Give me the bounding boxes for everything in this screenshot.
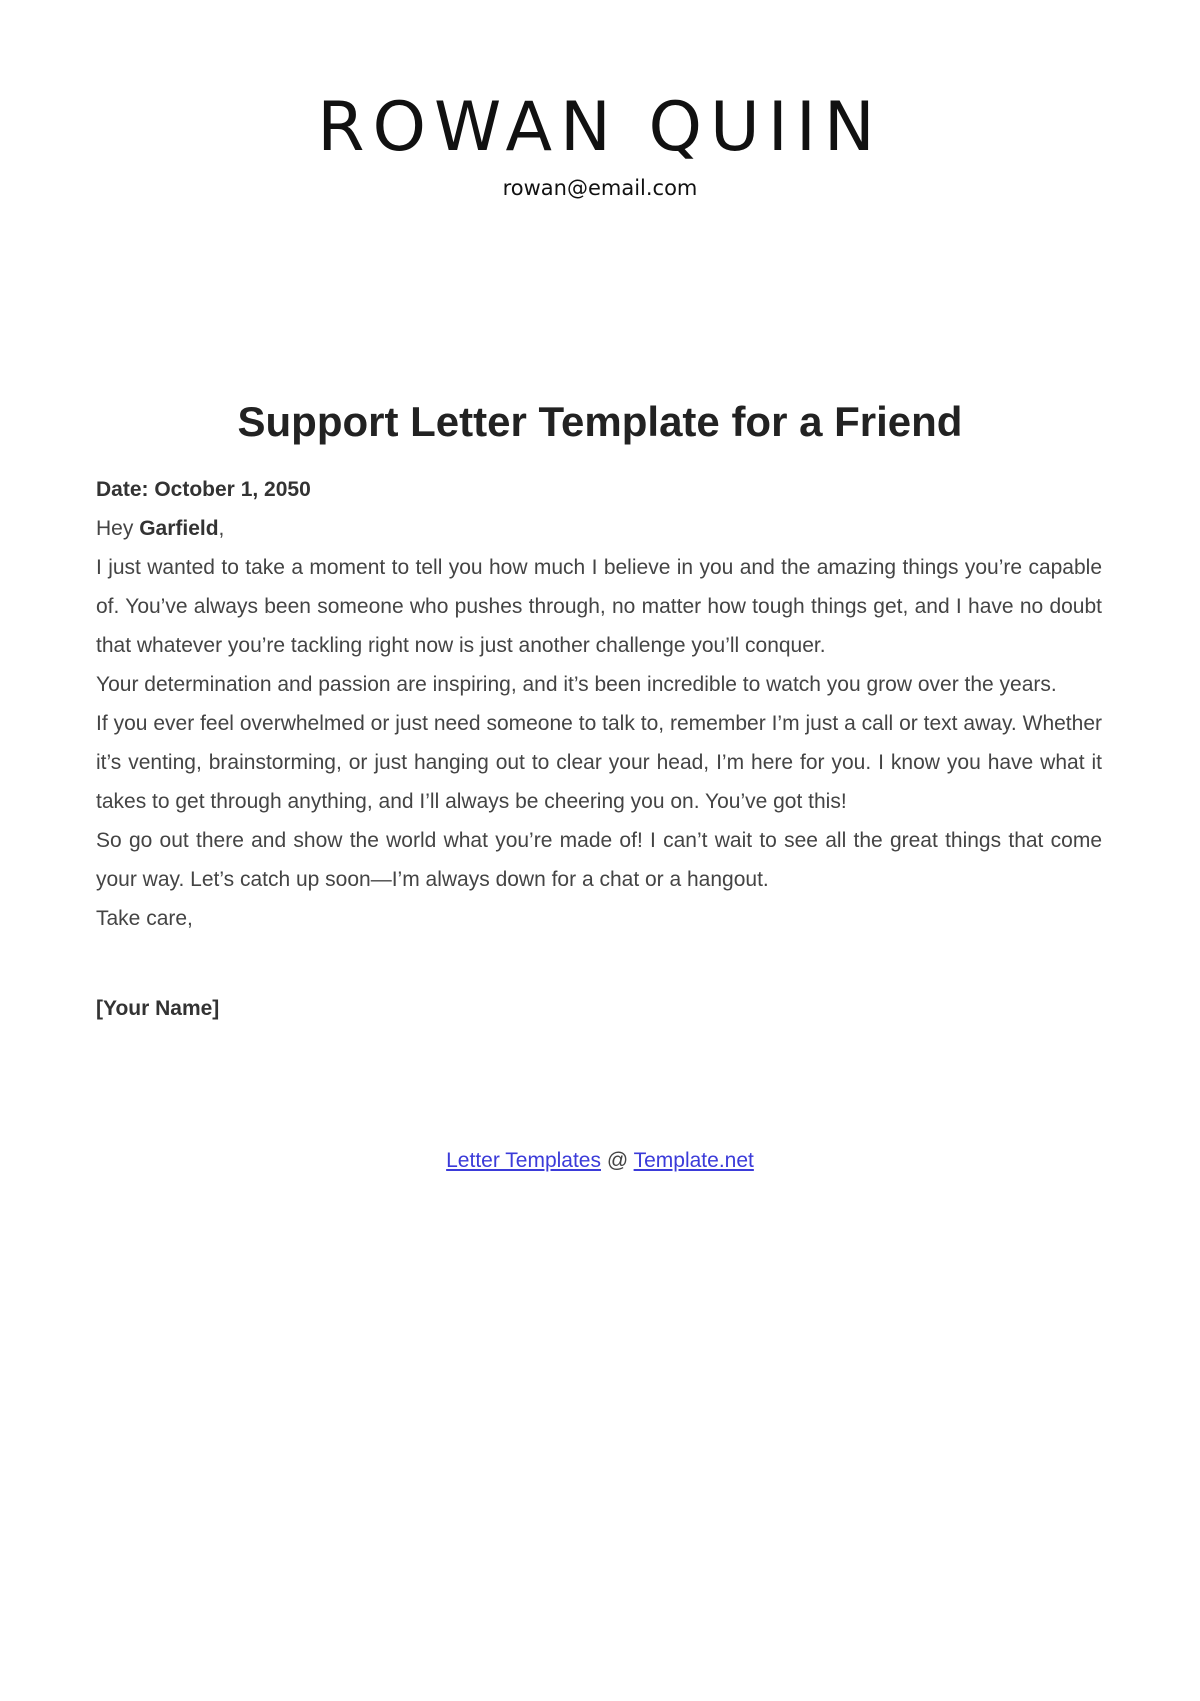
letter-body: [96, 470, 1102, 1028]
signature-spacer: [96, 938, 1102, 989]
letter-greeting: [96, 509, 1102, 548]
sender-email: rowan@email.com: [502, 176, 698, 200]
signature-name: [Your Name]: [96, 997, 220, 1020]
greeting-suffix: ,: [218, 517, 225, 540]
letter-paragraph-2: Your determination and passion are inspiring, and it’s been incredible to watch you grow over the years.: [96, 673, 1057, 696]
letterhead: [0, 88, 1200, 202]
letter-paragraph-4: So go out there and show the world what you’re made of! I can’t wait to see all the great things that come your way. Let’s catch up soon—I’m always down for a chat or a hangout.: [96, 829, 1102, 891]
greeting-prefix: Hey: [96, 517, 140, 540]
template-net-link[interactable]: Template.net: [633, 1149, 754, 1172]
letter-templates-link[interactable]: Letter Templates: [446, 1149, 601, 1172]
footer-credit: [0, 1146, 1200, 1176]
letter-paragraph-1: I just wanted to take a moment to tell you how much I believe in you and the amazing things you’re capable of. You’ve always been someone who pushes through, no matter how tough things get, and I have no doubt that whatever you’re tackling right now is just another challenge you’ll conquer.: [96, 556, 1102, 657]
document-title: Support Letter Template for a Friend: [237, 398, 963, 445]
letter-paragraph-3: If you ever feel overwhelmed or just need someone to talk to, remember I’m just a call or text away. Whether it’s venting, brainstorming, or just hanging out to clear your head, I’m here for you. I know you have what it takes to get through anything, and I’ll always be cheering you on. You’ve got this!: [96, 712, 1102, 813]
letter-date: Date: October 1, 2050: [96, 478, 311, 501]
footer-separator: @: [601, 1149, 634, 1172]
letter-closing: Take care,: [96, 907, 193, 930]
sender-name: ROWAN QUIIN: [317, 88, 883, 167]
recipient-name: Garfield: [139, 517, 219, 540]
